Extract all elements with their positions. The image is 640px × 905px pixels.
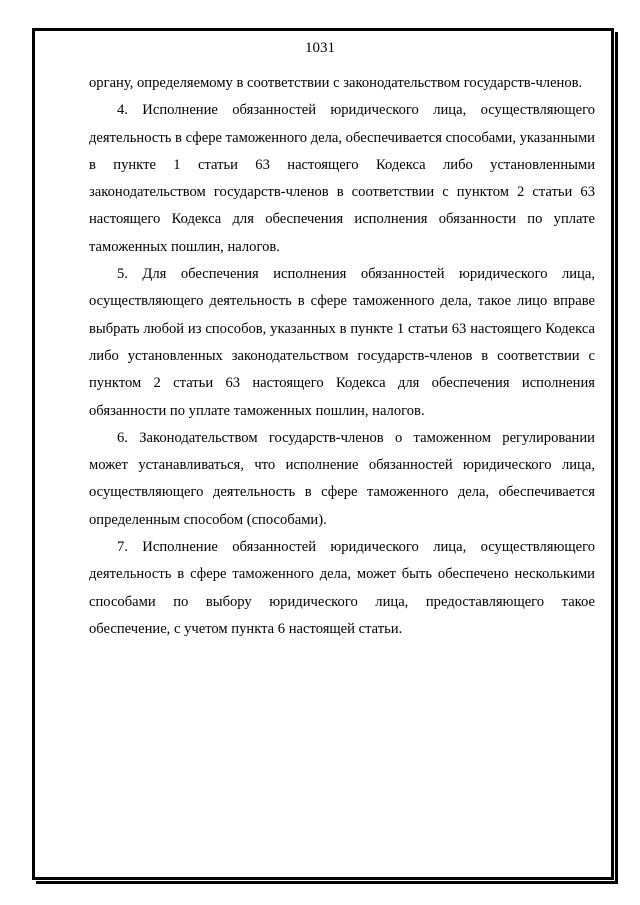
paragraph-continuation: органу, определяемому в соответствии с законодательством государств-членов. [89, 75, 583, 91]
paragraph-clause-6: 6. Законодательством государств-членов о таможенном регулировании может устанавливаться, что исполнение обязанностей юридического лица, осуществляющего деятельность в сфере таможенного дела, обеспечивается определенным способом (способами). [89, 429, 595, 528]
document-body [89, 70, 595, 643]
paragraph-clause-5: 5. Для обеспечения исполнения обязанностей юридического лица, осуществляющего деятельность в сфере таможенного дела, такое лицо вправе выбрать любой из способов, указанных в пункте 1 статьи 63 настоящего Кодекса либо установленных законодательством государств-членов в соответствии с пунктом 2 статьи 63 настоящего Кодекса для обеспечения исполнения обязанности по уплате таможенных пошлин, налогов. [89, 266, 595, 419]
paragraph-clause-4: 4. Исполнение обязанностей юридического лица, осуществляющего деятельность в сфере таможенного дела, обеспечивается способами, указанными в пункте 1 статьи 63 настоящего Кодекса либо установленными законодательством государств-членов в соответствии с пунктом 2 статьи 63 настоящего Кодекса для обеспечения исполнения обязанности по уплате таможенных пошлин, налогов. [89, 102, 595, 255]
paragraph-clause-7: 7. Исполнение обязанностей юридического лица, осуществляющего деятельность в сфере таможенного дела, может быть обеспечено несколькими способами по выбору юридического лица, предоставляющего такое обеспечение, с учетом пункта 6 настоящей статьи. [89, 539, 595, 637]
page-number: 1031 [305, 40, 335, 56]
